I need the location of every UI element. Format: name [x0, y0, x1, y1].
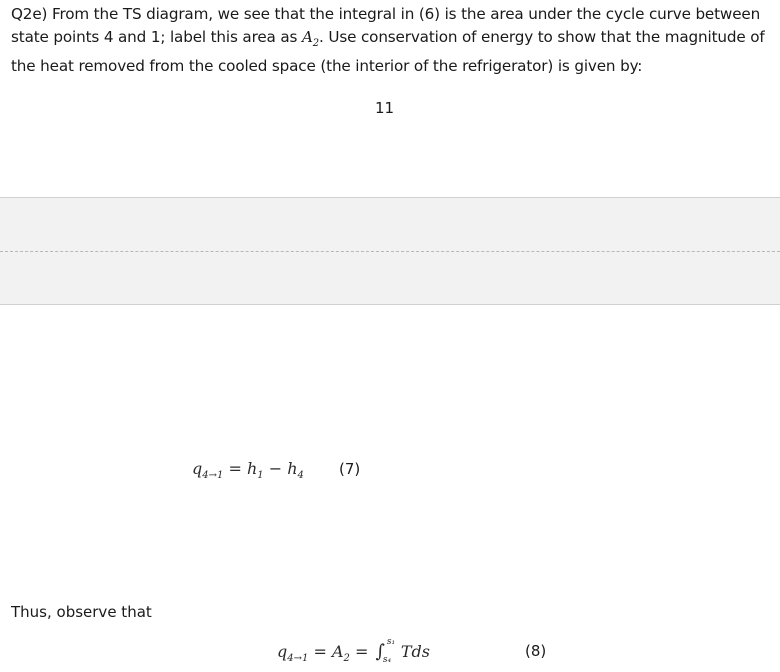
- question-suffix: . Use conservation of energy to show that the magnitude of the heat removed from the cooled space (the interior of the refrigerator) is given by:: [11, 27, 765, 76]
- page-break-divider: [0, 251, 780, 252]
- question-text: [11, 3, 776, 78]
- page-number: 11: [375, 99, 395, 117]
- integral-lower-limit: s₄: [382, 654, 392, 665]
- equation-8-number: (8): [525, 642, 547, 660]
- equation-8: $q_{4\to 1} = A_2$ = ∫ s₁ s₄ Tds: [277, 636, 430, 665]
- integral-sign: ∫: [375, 641, 385, 662]
- equation-7-number: (7): [339, 460, 361, 478]
- page-break: [0, 197, 780, 305]
- question-prefix: Q2e) From the TS diagram, we see that the integral in (6) is the area under the cycle curve between state points 4 and 1; label this area as: [11, 5, 761, 46]
- integral-limits: [382, 636, 401, 665]
- area-symbol: $A_2$: [301, 27, 320, 49]
- integral-upper-limit: s₁: [386, 636, 396, 647]
- observe-text: Thus, observe that: [11, 603, 152, 621]
- integrand: Tds: [400, 642, 430, 661]
- equation-7: $q_{4\to 1} = h_1 - h_4$: [192, 459, 304, 482]
